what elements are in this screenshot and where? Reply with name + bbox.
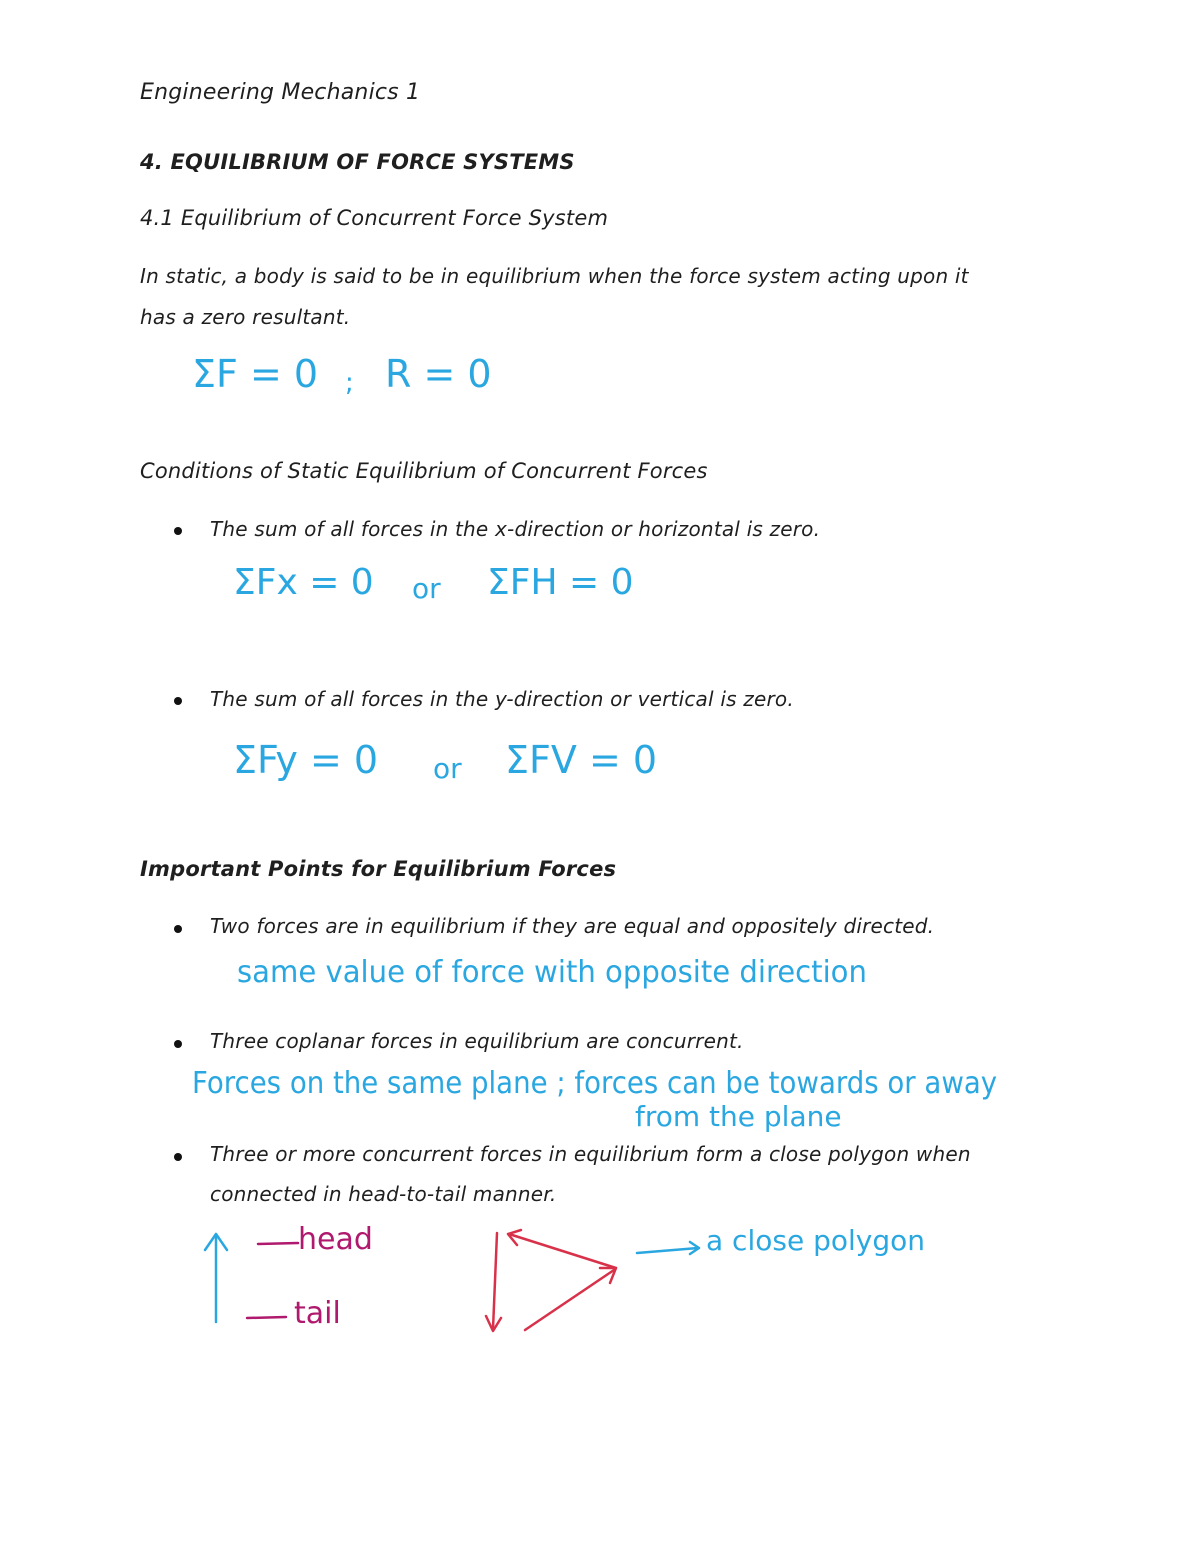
polygon-side-top (509, 1234, 616, 1268)
head-label: head (298, 1222, 373, 1257)
polygon-side-diagonal (525, 1270, 614, 1330)
conditions-heading: Conditions of Static Equilibrium of Concurrent Forces (140, 459, 708, 483)
important-point-3-text-line1: Three or more concurrent forces in equilibrium form a close polygon when (210, 1142, 971, 1166)
section-heading: 4. EQUILIBRIUM OF FORCE SYSTEMS (140, 150, 575, 174)
handwritten-or: or (412, 572, 441, 605)
handwritten-note-opposite-direction: same value of force with opposite direction (237, 955, 867, 990)
handwritten-sum-fy: ΣFy = 0 (233, 738, 379, 782)
handwritten-sum-f-equation: ΣF = 0 (192, 352, 319, 396)
handwritten-or: or (433, 752, 462, 785)
section-subheading: 4.1 Equilibrium of Concurrent Force System (140, 206, 609, 230)
polygon-label-pointer (637, 1248, 698, 1253)
polygon-side-left (493, 1233, 497, 1329)
important-point-3-text-line2: connected in head-to-tail manner. (210, 1182, 557, 1206)
course-title: Engineering Mechanics 1 (140, 80, 421, 105)
handwritten-resultant-equation: R = 0 (385, 352, 492, 396)
tail-pointer-line (247, 1317, 286, 1318)
important-point-1-text: Two forces are in equilibrium if they are equal and oppositely directed. (210, 914, 935, 938)
important-points-heading: Important Points for Equilibrium Forces (140, 857, 617, 881)
polygon-label: a close polygon (706, 1224, 925, 1257)
condition-x-text: The sum of all forces in the x-direction or horizontal is zero. (210, 517, 821, 541)
intro-paragraph-line1: In static, a body is said to be in equilibrium when the force system acting upon it (140, 264, 969, 288)
handwritten-sum-fv: ΣFV = 0 (505, 738, 658, 782)
handwritten-note-from-plane: from the plane (635, 1100, 842, 1133)
intro-paragraph-line2: has a zero resultant. (140, 305, 351, 329)
head-pointer-line (258, 1243, 298, 1244)
condition-y-text: The sum of all forces in the y-direction or vertical is zero. (210, 687, 794, 711)
handwritten-note-same-plane: Forces on the same plane ; forces can be towards or away (192, 1066, 998, 1101)
handwritten-sum-fx: ΣFx = 0 (233, 562, 374, 603)
important-point-2-text: Three coplanar forces in equilibrium are concurrent. (210, 1029, 744, 1053)
handwritten-sum-fh: ΣFH = 0 (487, 562, 634, 603)
tail-label: tail (294, 1296, 341, 1331)
handwritten-separator: ; (345, 368, 354, 398)
